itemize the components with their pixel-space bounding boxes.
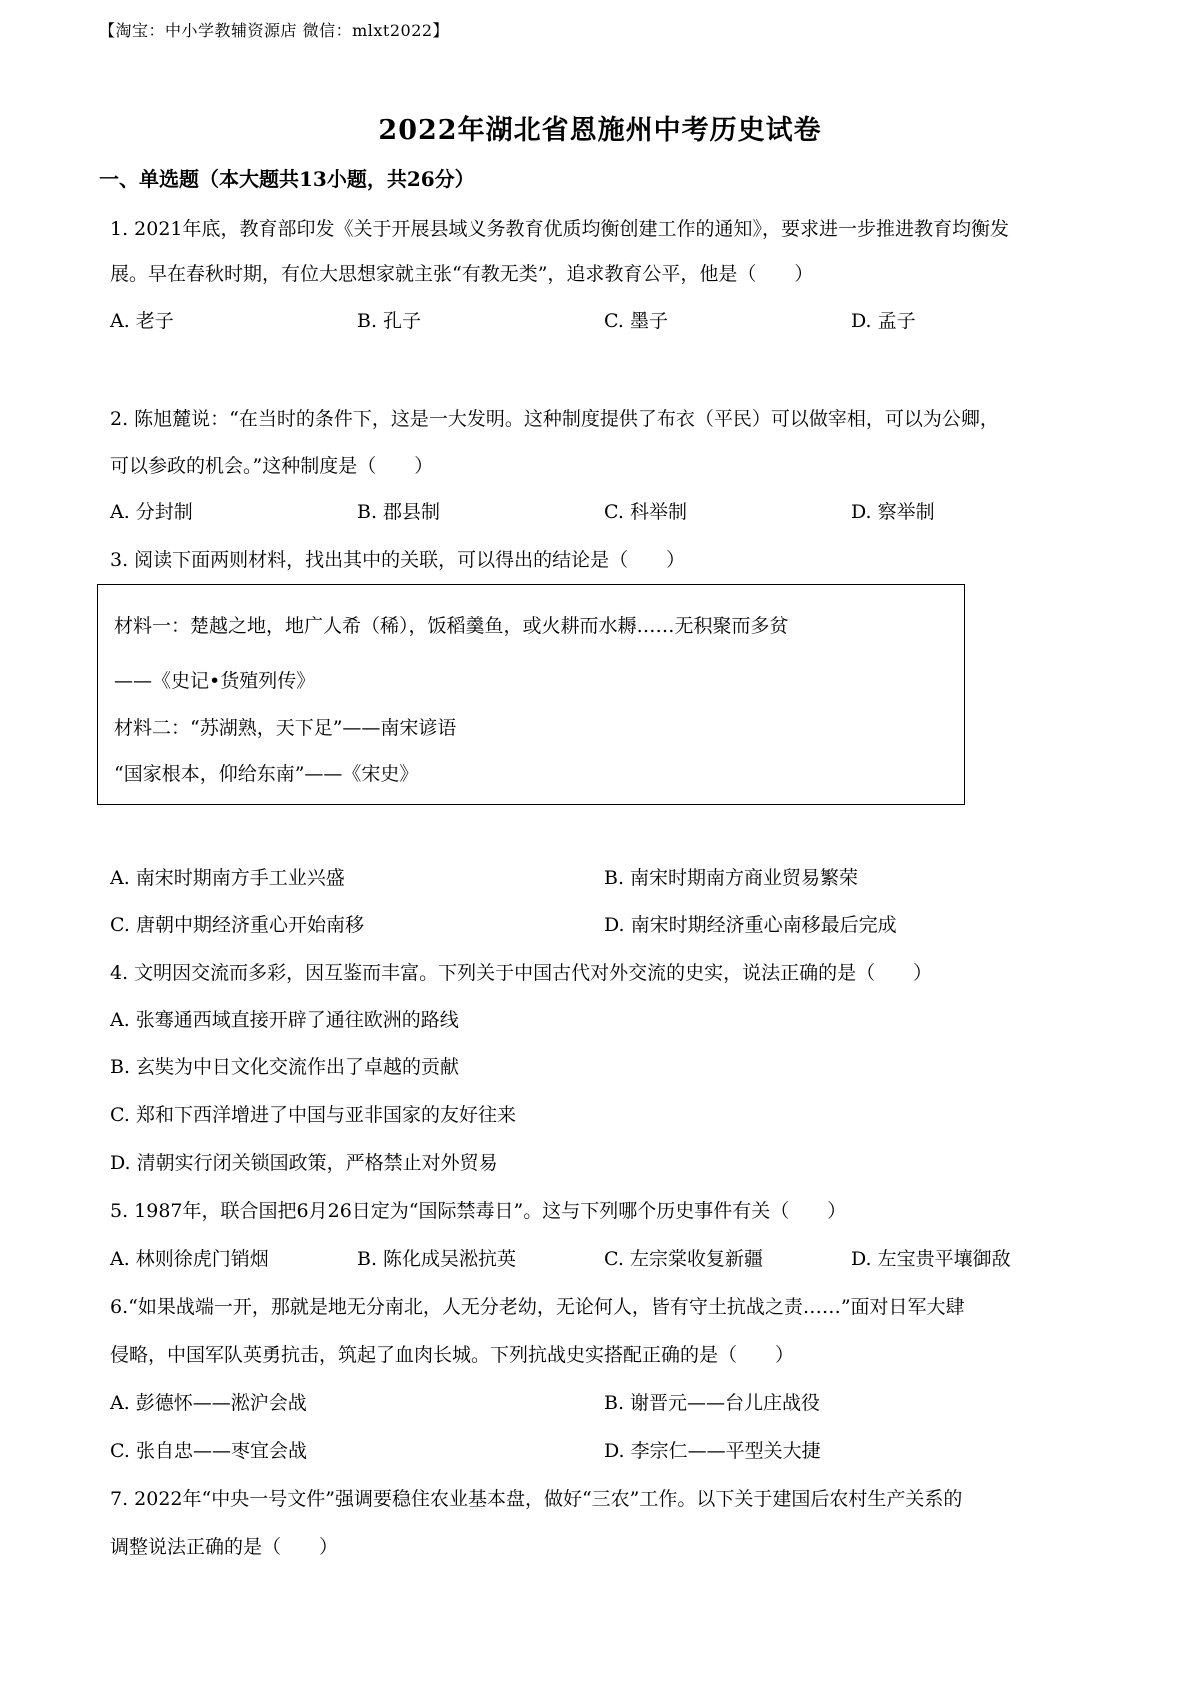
q5-option-c: C. 左宗棠收复新疆 — [604, 1248, 763, 1270]
q4-line-1: 4. 文明因交流而多彩，因互鉴而丰富。下列关于中国古代对外交流的史实，说法正确的是（ ） — [110, 962, 933, 984]
q3-option-a: A. 南宋时期南方手工业兴盛 — [110, 867, 345, 889]
q2-line-2: 可以参政的机会。”这种制度是（ ） — [110, 455, 434, 477]
q3-option-d: D. 南宋时期经济重心南移最后完成 — [604, 914, 897, 936]
q1-option-c: C. 墨子 — [604, 310, 668, 332]
q1-option-b: B. 孔子 — [357, 310, 422, 332]
q1-line-2: 展。早在春秋时期，有位大思想家就主张“有教无类”，追求教育公平，他是（ ） — [110, 263, 814, 285]
material-2-quote: “国家根本，仰给东南”——《宋史》 — [114, 763, 419, 785]
q1-option-d: D. 孟子 — [851, 310, 916, 332]
q2-line-1: 2. 陈旭麓说：“在当时的条件下，这是一大发明。这种制度提供了布衣（平民）可以做宰相，可以为公卿， — [110, 408, 999, 430]
material-1-text: 材料一：楚越之地，地广人希（稀），饭稻羹鱼，或火耕而水耨……无积聚而多贫 — [114, 615, 789, 637]
q7-line-2: 调整说法正确的是（ ） — [110, 1536, 339, 1558]
q3-line-1: 3. 阅读下面两则材料，找出其中的关联，可以得出的结论是（ ） — [110, 549, 686, 571]
q6-option-b: B. 谢晋元——台儿庄战役 — [604, 1392, 821, 1414]
q2-option-b: B. 郡县制 — [357, 501, 441, 523]
q4-option-c: C. 郑和下西洋增进了中国与亚非国家的友好往来 — [110, 1104, 516, 1126]
q2-option-d: D. 察举制 — [851, 501, 935, 523]
q4-option-a: A. 张骞通西域直接开辟了通往欧洲的路线 — [110, 1009, 459, 1031]
q2-option-c: C. 科举制 — [604, 501, 687, 523]
q4-option-d: D. 清朝实行闭关锁国政策，严格禁止对外贸易 — [110, 1152, 498, 1174]
material-2-text: 材料二：“苏湖熟，天下足”——南宋谚语 — [114, 717, 457, 739]
q6-line-1: 6.“如果战端一开，那就是地无分南北，人无分老幼，无论何人，皆有守土抗战之责……”面对日军大肆 — [110, 1296, 965, 1318]
q3-material-box — [97, 584, 965, 805]
q6-line-2: 侵略，中国军队英勇抗击，筑起了血肉长城。下列抗战史实搭配正确的是（ ） — [110, 1344, 795, 1366]
q3-option-b: B. 南宋时期南方商业贸易繁荣 — [604, 867, 859, 889]
q6-option-c: C. 张自忠——枣宜会战 — [110, 1440, 307, 1462]
q5-option-b: B. 陈化成吴淞抗英 — [357, 1248, 517, 1270]
q1-line-1: 1. 2021年底，教育部印发《关于开展县域义务教育优质均衡创建工作的通知》，要求进一步推进教育均衡发 — [110, 218, 1010, 240]
q2-option-a: A. 分封制 — [110, 501, 193, 523]
q5-option-d: D. 左宝贵平壤御敌 — [851, 1248, 1011, 1270]
exam-title: 2022年湖北省恩施州中考历史试卷 — [378, 115, 822, 146]
q5-line-1: 5. 1987年，联合国把6月26日定为“国际禁毒日”。这与下列哪个历史事件有关（ ） — [110, 1200, 847, 1222]
q5-option-a: A. 林则徐虎门销烟 — [110, 1248, 269, 1270]
q6-option-d: D. 李宗仁——平型关大捷 — [604, 1440, 821, 1462]
section-heading: 一、单选题（本大题共13小题，共26分） — [99, 167, 475, 191]
q7-line-1: 7. 2022年“中央一号文件”强调要稳住农业基本盘，做好“三农”工作。以下关于建国后农村生产关系的 — [110, 1488, 963, 1510]
header-watermark-note: 【淘宝：中小学教辅资源店 微信：mlxt2022】 — [99, 21, 450, 40]
q1-option-a: A. 老子 — [110, 310, 174, 332]
material-1-source: ——《史记•货殖列传》 — [114, 670, 316, 692]
q4-option-b: B. 玄奘为中日文化交流作出了卓越的贡献 — [110, 1056, 460, 1078]
q6-option-a: A. 彭德怀——淞沪会战 — [110, 1392, 307, 1414]
q3-option-c: C. 唐朝中期经济重心开始南移 — [110, 914, 364, 936]
